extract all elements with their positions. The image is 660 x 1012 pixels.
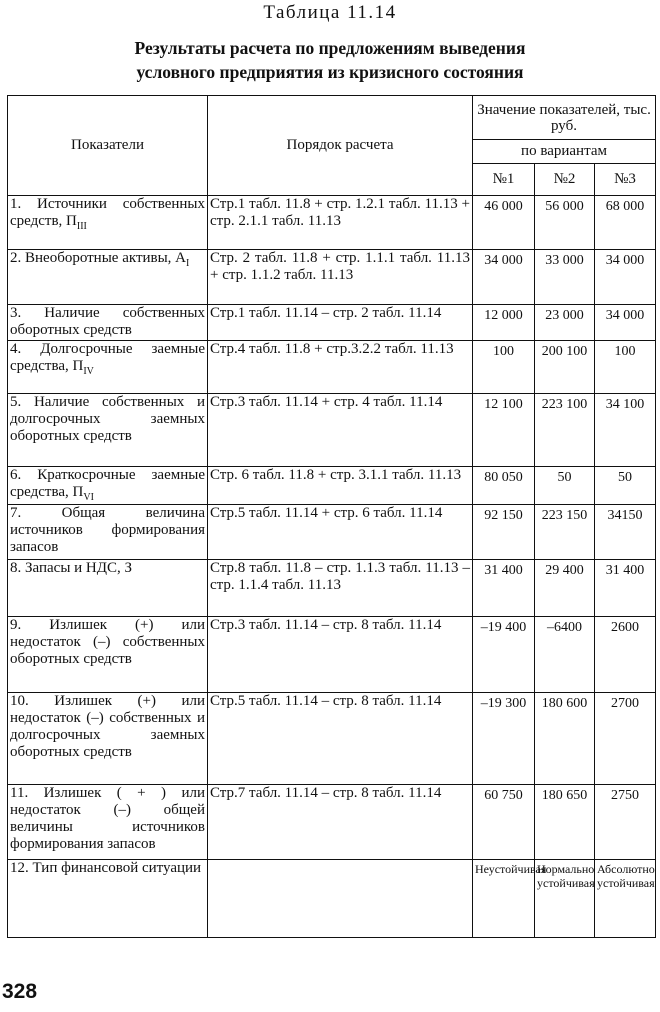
row-value-v3: 2700 xyxy=(595,693,656,785)
row-indicator xyxy=(8,505,208,560)
row-value-v1: 12 000 xyxy=(473,305,535,341)
row-value-v1: 92 150 xyxy=(473,505,535,560)
page-number: 328 xyxy=(2,980,38,1003)
row-indicator-text: 3. Наличие собственных оборотных средств xyxy=(10,305,205,338)
row-value-v2: 200 100 xyxy=(535,341,595,394)
row-calc: Стр.1 табл. 11.14 – стр. 2 табл. 11.14 xyxy=(208,305,473,341)
row-indicator xyxy=(8,196,208,250)
row-indicator-text: 1. Источники собственных средств, П xyxy=(10,196,205,229)
row-indicator xyxy=(8,560,208,617)
row-indicator xyxy=(8,341,208,394)
row-indicator xyxy=(8,693,208,785)
row-indicator xyxy=(8,860,208,938)
row-value-v1: –19 300 xyxy=(473,693,535,785)
row-calc: Стр.3 табл. 11.14 – стр. 8 табл. 11.14 xyxy=(208,617,473,693)
table-title xyxy=(0,36,660,84)
row-indicator-subscript: III xyxy=(76,221,87,232)
row-indicator-text: 11. Излишек ( + ) или недостаток (–) общей величины источников формирования запасов xyxy=(10,785,205,852)
row-indicator-text: 8. Запасы и НДС, З xyxy=(10,560,133,576)
row-value-v2: 50 xyxy=(535,467,595,505)
row-indicator xyxy=(8,467,208,505)
row-calc: Стр.8 табл. 11.8 – стр. 1.1.3 табл. 11.13 – стр. 1.1.4 табл. 11.13 xyxy=(208,560,473,617)
row-indicator-text: 10. Излишек (+) или недостаток (–) собственных и долгосрочных заемных оборотных средств xyxy=(10,693,205,760)
table-row xyxy=(8,785,656,860)
table-row xyxy=(8,560,656,617)
row-calc: Стр.7 табл. 11.14 – стр. 8 табл. 11.14 xyxy=(208,785,473,860)
header-by-variants: по вариантам xyxy=(473,140,656,164)
row-value-v2: 223 150 xyxy=(535,505,595,560)
row-value-v2: 180 600 xyxy=(535,693,595,785)
row-calc: Стр.1 табл. 11.8 + стр. 1.2.1 табл. 11.13 + стр. 2.1.1 табл. 11.13 xyxy=(208,196,473,250)
row-indicator-subscript: VI xyxy=(83,492,94,503)
row-value-v2: 56 000 xyxy=(535,196,595,250)
row-value-v3: 34150 xyxy=(595,505,656,560)
table-title-line-2: условного предприятия из кризисного состояния xyxy=(136,62,524,82)
header-indicators: Показатели xyxy=(8,96,208,196)
row-value-v3: 68 000 xyxy=(595,196,656,250)
row-indicator-text: 7. Общая величина источников формирования запасов xyxy=(10,505,205,555)
row-indicator-text: 6. Краткосрочные заемные средства, П xyxy=(10,467,205,500)
results-table xyxy=(7,95,656,938)
row-value-v3: Абсолютно устойчивая xyxy=(595,860,656,938)
row-value-v2: 29 400 xyxy=(535,560,595,617)
row-value-v3: 34 100 xyxy=(595,394,656,467)
row-value-v1: 100 xyxy=(473,341,535,394)
row-value-v2: 223 100 xyxy=(535,394,595,467)
table-caption: Таблица 11.14 xyxy=(263,2,397,23)
row-indicator xyxy=(8,250,208,305)
row-calc: Стр.3 табл. 11.14 + стр. 4 табл. 11.14 xyxy=(208,394,473,467)
row-value-v3: 50 xyxy=(595,467,656,505)
table-row xyxy=(8,693,656,785)
table-row xyxy=(8,250,656,305)
header-variant-2: №2 xyxy=(535,164,595,196)
table-row xyxy=(8,505,656,560)
row-calc xyxy=(208,860,473,938)
row-indicator xyxy=(8,785,208,860)
table-row xyxy=(8,196,656,250)
row-calc: Стр.5 табл. 11.14 – стр. 8 табл. 11.14 xyxy=(208,693,473,785)
row-value-v3: 2600 xyxy=(595,617,656,693)
row-indicator xyxy=(8,394,208,467)
row-calc: Стр. 2 табл. 11.8 + стр. 1.1.1 табл. 11.13 + стр. 1.1.2 табл. 11.13 xyxy=(208,250,473,305)
table-row xyxy=(8,341,656,394)
row-indicator-text: 2. Внеоборотные активы, А xyxy=(10,250,187,266)
row-indicator xyxy=(8,305,208,341)
row-value-v1: –19 400 xyxy=(473,617,535,693)
header-values: Значение показателей, тыс. руб. xyxy=(473,96,656,140)
row-value-v1: 12 100 xyxy=(473,394,535,467)
row-value-v2: 33 000 xyxy=(535,250,595,305)
row-value-v2: 180 650 xyxy=(535,785,595,860)
row-value-v2: Нормально устойчивая xyxy=(535,860,595,938)
row-calc: Стр.4 табл. 11.8 + стр.3.2.2 табл. 11.13 xyxy=(208,341,473,394)
row-indicator-text: 9. Излишек (+) или недостаток (–) собственных оборотных средств xyxy=(10,617,205,667)
row-value-v3: 34 000 xyxy=(595,250,656,305)
row-value-v2: 23 000 xyxy=(535,305,595,341)
row-value-v3: 100 xyxy=(595,341,656,394)
table-row xyxy=(8,617,656,693)
row-value-v3: 31 400 xyxy=(595,560,656,617)
table-row xyxy=(8,860,656,938)
row-value-v1: 80 050 xyxy=(473,467,535,505)
row-indicator-subscript: I xyxy=(186,258,190,269)
row-indicator-text: 12. Тип финансовой ситуации xyxy=(10,860,202,876)
table-row xyxy=(8,467,656,505)
row-value-v1: 46 000 xyxy=(473,196,535,250)
header-variant-1: №1 xyxy=(473,164,535,196)
row-value-v1: Неустойчивая xyxy=(473,860,535,938)
table-title-line-1: Результаты расчета по предложениям выведения xyxy=(134,38,526,58)
row-indicator-text: 4. Долгосрочные заемные средства, П xyxy=(10,341,205,374)
row-value-v1: 31 400 xyxy=(473,560,535,617)
row-indicator-subscript: IV xyxy=(83,366,94,377)
header-calc-order: Порядок расчета xyxy=(208,96,473,196)
row-value-v3: 2750 xyxy=(595,785,656,860)
row-value-v2: –6400 xyxy=(535,617,595,693)
row-indicator xyxy=(8,617,208,693)
row-calc: Стр. 6 табл. 11.8 + стр. 3.1.1 табл. 11.13 xyxy=(208,467,473,505)
table-row xyxy=(8,394,656,467)
row-indicator-text: 5. Наличие собственных и долгосрочных заемных оборотных средств xyxy=(10,394,205,444)
row-value-v1: 60 750 xyxy=(473,785,535,860)
row-value-v1: 34 000 xyxy=(473,250,535,305)
row-value-v3: 34 000 xyxy=(595,305,656,341)
row-calc: Стр.5 табл. 11.14 + стр. 6 табл. 11.14 xyxy=(208,505,473,560)
table-row xyxy=(8,305,656,341)
header-variant-3: №3 xyxy=(595,164,656,196)
